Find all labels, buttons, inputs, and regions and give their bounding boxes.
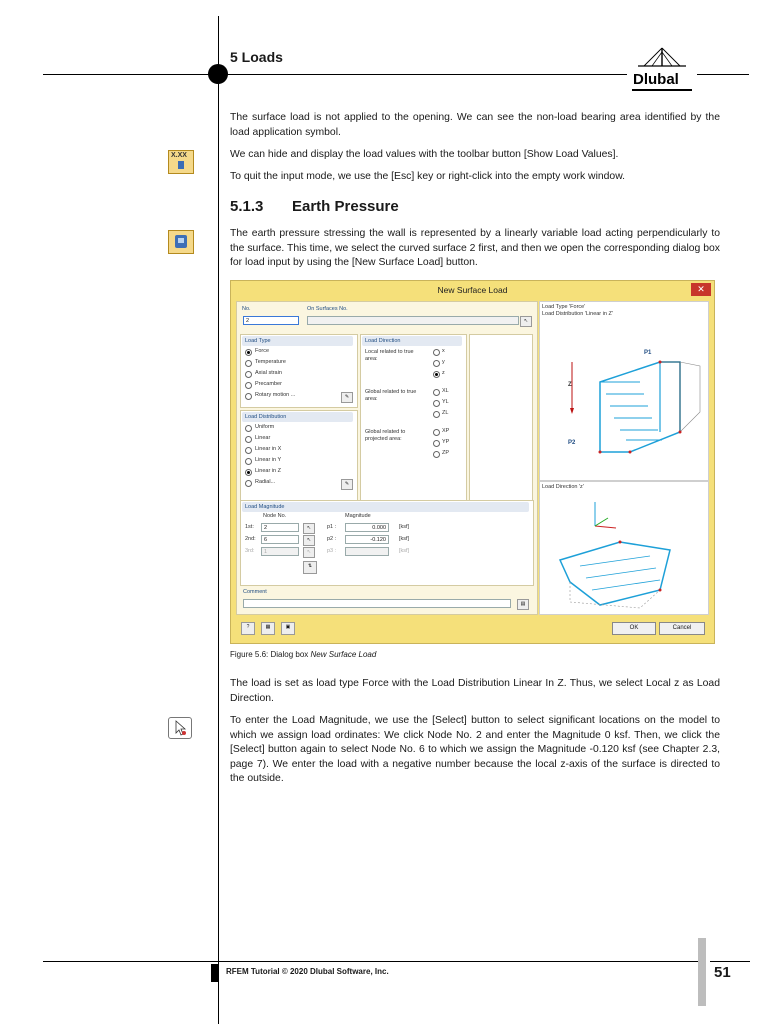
preview-z-label: Z <box>568 382 572 388</box>
magnitude-2-input[interactable]: -0.120 <box>345 535 389 544</box>
load-type-title: Load Type <box>242 336 353 346</box>
empty-options-panel <box>469 334 533 512</box>
radio-precamber[interactable] <box>245 382 252 389</box>
paragraph-3: To quit the input mode, we use the [Esc] key or right-click into the empty work window. <box>230 171 626 182</box>
radio-radial[interactable] <box>245 480 252 487</box>
load-direction-title: Load Direction <box>362 336 462 346</box>
paragraph-2: We can hide and display the load values with the toolbar button [Show Load Values]. <box>230 149 619 160</box>
cancel-button[interactable]: Cancel <box>659 622 705 635</box>
radio-linear-label: Linear <box>255 435 271 441</box>
section-title: Earth Pressure <box>292 198 399 215</box>
margin-line <box>218 16 219 1024</box>
help-button[interactable]: ? <box>241 622 255 635</box>
radio-axial-strain[interactable] <box>245 371 252 378</box>
magnitude-1-input[interactable]: 0.000 <box>345 523 389 532</box>
on-surfaces-field[interactable] <box>307 316 519 325</box>
local-label: Local related to true area: <box>365 349 414 362</box>
select-node-2-button[interactable]: ↖ <box>303 535 315 546</box>
linear-load-diagram-icon <box>540 322 708 472</box>
radio-global-xp-label: XP <box>442 428 450 434</box>
footer-rule-right <box>710 961 750 962</box>
radio-axial-strain-label: Axial strain <box>255 370 282 376</box>
radio-global-yl-label: YL <box>442 399 449 405</box>
radio-linear-y[interactable] <box>245 458 252 465</box>
paragraph-6: To enter the Load Magnitude, we use the [Select] button to select significant locations on the model to which we assign load ordinates: We click Node No. 2 and enter the Magnitude 0 ksf. Then, we click the [Select] button again to select Node No. 6 to which we assign the Magnitude -0.120 ksf (see Chapter 2.3, page 7). We enter the load with a negative number because the local z-axis of the surface is directed to the outside. <box>230 715 720 784</box>
logo-text: Dlubal <box>633 71 679 88</box>
paragraph-1: The surface load is not applied to the opening. We can see the non-load bearing area identified by the load application symbol. <box>230 112 720 138</box>
node-3-select[interactable]: 1 <box>261 547 299 556</box>
table-button[interactable]: ▦ <box>261 622 275 635</box>
on-surfaces-label: On Surfaces No. <box>307 306 348 312</box>
load-direction-preview <box>539 481 709 615</box>
radio-local-z[interactable] <box>433 371 440 378</box>
radio-global-zp[interactable] <box>433 451 440 458</box>
radio-radial-label: Radial... <box>255 479 276 485</box>
radio-global-xl-label: XL <box>442 388 449 394</box>
p3-label: p3 : <box>327 548 337 554</box>
p2-label: p2 : <box>327 536 337 542</box>
load-distribution-title: Load Distribution <box>242 412 353 422</box>
radio-temperature-label: Temperature <box>255 359 286 365</box>
radio-uniform[interactable] <box>245 425 252 432</box>
p1-label: p1 : <box>327 524 337 530</box>
page-number: 51 <box>714 964 731 981</box>
preview-p1-label: P1 <box>644 350 652 356</box>
select-node-3-button[interactable]: ↖ <box>303 547 315 558</box>
radio-linear-x-label: Linear in X <box>255 446 282 452</box>
header-rule <box>43 74 627 75</box>
dialog-input-area <box>236 301 538 615</box>
row2-label: 2nd: <box>245 536 256 542</box>
caption-italic: New Surface Load <box>310 650 377 659</box>
global-label: Global related to true area: <box>365 389 417 402</box>
dialog-close-button[interactable]: ✕ <box>691 283 711 296</box>
node-header: Node No. <box>263 513 287 519</box>
radio-linear-y-label: Linear in Y <box>255 457 282 463</box>
radio-global-xl[interactable] <box>433 389 440 396</box>
no-label: No. <box>242 306 251 312</box>
unit-2: [ksf] <box>399 536 410 542</box>
dialog-title: New Surface Load <box>437 285 508 295</box>
projected-label: Global related to projected area: <box>365 429 406 442</box>
radio-global-xp[interactable] <box>433 429 440 436</box>
new-surface-load-icon <box>168 230 194 254</box>
preview-p2-label: P2 <box>568 440 576 446</box>
preview-load-distribution: Load Distribution 'Linear in Z' <box>542 311 613 317</box>
caption-prefix: Figure 5.6: Dialog box <box>230 650 311 659</box>
section-number: 5.1.3 <box>230 198 264 215</box>
node-1-select[interactable]: 2 <box>261 523 299 532</box>
magnitude-header: Magnitude <box>345 513 371 519</box>
radio-local-x[interactable] <box>433 349 440 356</box>
radio-linear-z[interactable] <box>245 469 252 476</box>
radio-linear[interactable] <box>245 436 252 443</box>
radio-global-zl-label: ZL <box>442 410 449 416</box>
paragraph-5: The load is set as load type Force with the Load Distribution Linear In Z. Thus, we select Local z as Load Direction. <box>230 678 720 704</box>
comment-input[interactable] <box>243 599 511 608</box>
comment-label: Comment <box>243 589 267 595</box>
radio-global-zp-label: ZP <box>442 450 450 456</box>
swap-nodes-button[interactable]: ⇅ <box>303 561 317 574</box>
radio-force-label: Force <box>255 348 270 354</box>
header-rule-right <box>697 74 749 75</box>
footer-rule <box>43 961 698 962</box>
load-type-preview <box>539 301 709 481</box>
select-cursor-icon <box>168 717 192 739</box>
section-heading <box>230 198 399 215</box>
preview-load-direction: Load Direction 'z' <box>542 484 584 490</box>
radio-local-y[interactable] <box>433 360 440 367</box>
radio-local-x-label: x <box>442 348 445 354</box>
figure-caption <box>230 650 376 659</box>
radio-local-z-label: z <box>442 370 445 376</box>
load-type-group <box>240 334 358 408</box>
unit-3: [ksf] <box>399 548 410 554</box>
load-distribution-group <box>240 410 358 512</box>
radio-linear-x[interactable] <box>245 447 252 454</box>
radio-temperature[interactable] <box>245 360 252 367</box>
rotary-edit-button[interactable]: ✎ <box>341 392 353 403</box>
radio-force[interactable] <box>245 349 252 356</box>
load-direction-group <box>360 334 467 512</box>
radio-global-yl[interactable] <box>433 400 440 407</box>
radio-global-zl[interactable] <box>433 411 440 418</box>
view-button[interactable]: ▣ <box>281 622 295 635</box>
unit-1: [ksf] <box>399 524 410 530</box>
radial-edit-button[interactable]: ✎ <box>341 479 353 490</box>
preview-load-type: Load Type 'Force' <box>542 304 586 310</box>
radio-rotary-motion-label: Rotary motion ... <box>255 392 296 398</box>
new-surface-load-dialog <box>230 280 715 644</box>
chapter-title: 5 Loads <box>230 49 283 65</box>
select-surface-button[interactable]: ↖ <box>520 316 532 327</box>
page-thumb-bar <box>698 938 706 1006</box>
footer-copyright: RFEM Tutorial © 2020 Dlubal Software, Inc. <box>226 967 389 976</box>
load-magnitude-title: Load Magnitude <box>242 502 529 512</box>
radio-rotary-motion[interactable] <box>245 393 252 400</box>
comment-browse-button[interactable]: ▤ <box>517 599 529 610</box>
row1-label: 1st: <box>245 524 254 530</box>
select-node-1-button[interactable]: ↖ <box>303 523 315 534</box>
logo-underline <box>632 89 692 91</box>
node-2-select[interactable]: 6 <box>261 535 299 544</box>
show-load-values-icon: X.XX <box>168 150 194 174</box>
radio-linear-z-label: Linear in Z <box>255 468 281 474</box>
footer-marker <box>211 964 218 982</box>
row3-label: 3rd: <box>245 548 255 554</box>
paragraph-4: The earth pressure stressing the wall is represented by a linearly variable load acting perpendicularly to the surface. This time, we select the curved surface 2 first, and then we open the corresponding dialog box for load input by using the [New Surface Load] button. <box>230 228 720 268</box>
no-field[interactable]: 2 <box>243 316 299 325</box>
radio-uniform-label: Uniform <box>255 424 275 430</box>
radio-precamber-label: Precamber <box>255 381 282 387</box>
header-dot <box>208 64 228 84</box>
ok-button[interactable]: OK <box>612 622 656 635</box>
radio-local-y-label: y <box>442 359 445 365</box>
radio-global-yp[interactable] <box>433 440 440 447</box>
load-direction-diagram-icon <box>540 490 708 612</box>
load-magnitude-group <box>240 500 534 586</box>
radio-global-yp-label: YP <box>442 439 450 445</box>
magnitude-3-input[interactable] <box>345 547 389 556</box>
